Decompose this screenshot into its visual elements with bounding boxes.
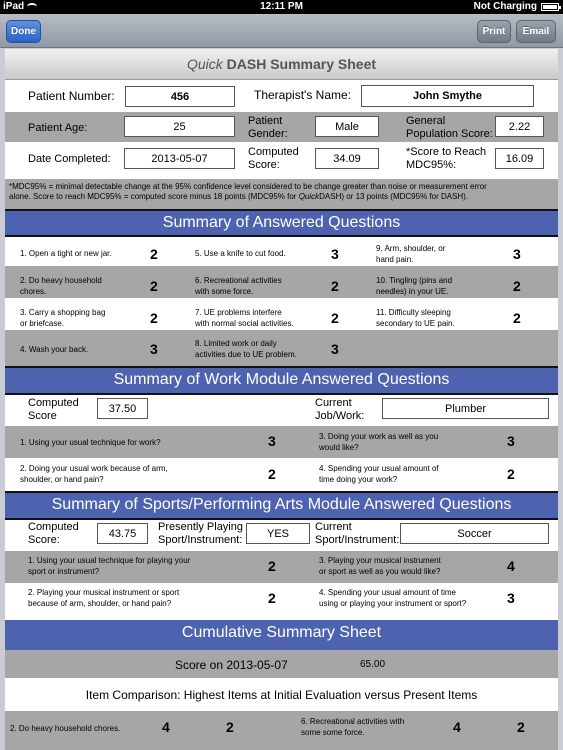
sport-label-l2: Sport/Instrument:	[315, 534, 400, 546]
answered-q7-score: 2	[331, 310, 339, 326]
work-q2-l1: 2. Doing your usual work because of arm,	[20, 464, 168, 473]
answered-section-title: Summary of Answered Questions	[5, 209, 558, 235]
status-time: 12:11 PM	[260, 1, 303, 12]
answered-q8-l1: 8. Limited work or daily	[195, 339, 277, 348]
work-q3-l1: 3. Doing your work as well as you	[319, 432, 439, 441]
patient-row-1	[5, 80, 558, 112]
sports-q2-l1: 2. Playing your musical instrument or sport	[28, 588, 180, 597]
comparison-title: Item Comparison: Highest Items at Initial Evaluation versus Present Items	[85, 688, 478, 702]
comparison-item-2-l1: 6. Recreational activities with	[301, 717, 405, 726]
answered-q6-l2: with some force.	[195, 287, 254, 296]
patient-number-field[interactable]: 456	[125, 86, 235, 107]
gender-label-line1: Patient	[248, 115, 283, 127]
nav-bar	[0, 14, 563, 48]
reach-label-line2: MDC95%:	[406, 159, 457, 171]
sports-q1-score: 2	[268, 558, 276, 574]
work-q3-score: 3	[507, 433, 515, 449]
sports-q2-score: 2	[268, 590, 276, 606]
sports-q4-l2: using or playing your instrument or sport?	[319, 599, 467, 608]
answered-q8-l2: activities due to UE problem.	[195, 350, 297, 359]
date-label: Date Completed:	[28, 153, 111, 165]
work-computed-label-l1: Computed	[28, 397, 79, 409]
reach-label-line1: *Score to Reach	[406, 146, 487, 158]
job-label-l2: Job/Work:	[315, 410, 365, 422]
work-q2-l2: shoulder, or hand pain?	[20, 475, 104, 484]
sport-field[interactable]: Soccer	[400, 523, 549, 544]
patient-number-label: Patient Number:	[28, 89, 115, 103]
status-bar	[0, 0, 563, 14]
answered-q11-score: 2	[513, 310, 521, 326]
answered-q5: 5. Use a knife to cut food.	[195, 249, 286, 258]
date-field[interactable]: 2013-05-07	[124, 148, 235, 169]
work-q1-score: 3	[268, 433, 276, 449]
sports-q2-l2: because of arm, shoulder, or hand pain?	[28, 599, 172, 608]
age-field[interactable]: 25	[124, 116, 235, 137]
answered-q10-l1: 10. Tingling (pins and	[376, 276, 453, 285]
note-line-1: *MDC95% = minimal detectable change at the 95% confidence level considered to be change greater than noise or measurement error	[9, 182, 487, 191]
answered-q3-l2: or briefcase.	[20, 319, 65, 328]
playing-label-l2: Sport/Instrument:	[158, 534, 243, 546]
reach-score-field[interactable]: 16.09	[495, 148, 544, 169]
therapist-field[interactable]: John Smythe	[361, 85, 534, 107]
done-button[interactable]: Done	[6, 20, 41, 43]
answered-q3-score: 2	[150, 310, 158, 326]
work-q4-l1: 4. Spending your usual amount of	[319, 464, 439, 473]
mdc-footnote	[5, 179, 558, 209]
sport-label-l1: Current	[315, 521, 352, 533]
therapist-label: Therapist's Name:	[254, 88, 351, 102]
sports-computed-field[interactable]: 43.75	[97, 523, 148, 544]
work-section-title: Summary of Work Module Answered Questions	[5, 366, 558, 393]
computed-score-field[interactable]: 34.09	[315, 148, 379, 169]
comparison-item-1: 2. Do heavy household chores.	[10, 724, 121, 733]
answered-q2-l2: chores.	[20, 287, 47, 296]
comparison-item-2-l2: some some force.	[301, 728, 365, 737]
work-q1: 1. Using your usual technique for work?	[20, 438, 161, 447]
answered-q5-score: 3	[331, 246, 339, 262]
computed-label-line1: Computed	[248, 146, 299, 158]
cumulative-section-title: Cumulative Summary Sheet	[5, 620, 558, 650]
email-button[interactable]: Email	[516, 20, 556, 43]
gender-field[interactable]: Male	[315, 116, 379, 137]
work-q2-score: 2	[268, 466, 276, 482]
sports-q1-l1: 1. Using your usual technique for playing your	[28, 556, 191, 565]
answered-q9-l1: 9. Arm, shoulder, or	[376, 244, 446, 253]
computed-label-line2: Score:	[248, 159, 280, 171]
answered-q10-score: 2	[513, 278, 521, 294]
work-q4-score: 2	[507, 466, 515, 482]
sports-section-title: Summary of Sports/Performing Arts Module Answered Questions	[5, 491, 558, 518]
answered-q11-l1: 11. Difficulty sleeping	[376, 308, 451, 317]
battery-icon	[541, 3, 559, 11]
answered-q9-l2: hand pain.	[376, 255, 414, 264]
work-computed-label-l2: Score	[28, 410, 57, 422]
answered-q7-l2: with normal social activities.	[195, 319, 294, 328]
answered-q9-score: 3	[513, 246, 521, 262]
gender-label-line2: Gender:	[248, 128, 288, 140]
answered-q8-score: 3	[331, 341, 339, 357]
answered-q1: 1. Open a tight or new jar.	[20, 249, 112, 258]
job-field[interactable]: Plumber	[382, 398, 549, 419]
answered-q2-score: 2	[150, 278, 158, 294]
answered-q7-l1: 7. UE problems interfere	[195, 308, 282, 317]
comparison-item-1-initial: 4	[162, 719, 170, 735]
comparison-item-2-initial: 4	[453, 719, 461, 735]
job-label-l1: Current	[315, 397, 352, 409]
answered-q2-l1: 2. Do heavy household	[20, 276, 102, 285]
sports-q1-l2: sport or instrument?	[28, 567, 100, 576]
summary-sheet	[5, 49, 558, 750]
answered-q4: 4. Wash your back.	[20, 345, 89, 354]
gps-label-line1: General	[406, 115, 446, 127]
charging-status: Not Charging	[473, 1, 537, 12]
gps-field[interactable]: 2.22	[495, 116, 544, 137]
playing-field[interactable]: YES	[246, 523, 310, 544]
answered-q1-score: 2	[150, 246, 158, 262]
work-q3-l2: would like?	[319, 443, 359, 452]
sports-q4-score: 3	[507, 590, 515, 606]
cumulative-score-value: 65.00	[360, 659, 386, 670]
answered-q6-l1: 6. Recreational activities	[195, 276, 282, 285]
sports-q4-l1: 4. Spending your usual amount of time	[319, 588, 456, 597]
note-line-2: alone. Score to reach MDC95% = computed score minus 18 points (MDC95% for QuickDASH) or 13 points (MDC95% for DASH).	[9, 192, 469, 201]
print-button[interactable]: Print	[477, 20, 511, 43]
playing-label-l1: Presently Playing	[158, 521, 243, 533]
answered-q10-l2: needles) in your UE.	[376, 287, 449, 296]
answered-q11-l2: secondary to UE pain.	[376, 319, 455, 328]
work-q4-l2: time doing your work?	[319, 475, 398, 484]
age-label: Patient Age:	[28, 122, 88, 134]
answered-q6-score: 2	[331, 278, 339, 294]
patient-row-2	[5, 112, 558, 142]
comparison-item-1-present: 2	[226, 719, 234, 735]
sheet-title: Quick DASH Summary Sheet	[5, 49, 558, 80]
gps-label-line2: Population Score:	[406, 128, 493, 140]
sports-q3-l1: 3. Playing your musical instrument	[319, 556, 441, 565]
work-computed-field[interactable]: 37.50	[97, 398, 148, 419]
sports-computed-label-l1: Computed	[28, 521, 79, 533]
cumulative-score-label: Score on 2013-05-07	[175, 658, 288, 672]
device-name: iPad	[3, 1, 25, 12]
comparison-item-2-present: 2	[517, 719, 525, 735]
patient-row-3	[5, 142, 558, 176]
answered-q3-l1: 3. Carry a shopping bag	[20, 308, 106, 317]
sports-q3-score: 4	[507, 558, 515, 574]
sports-q3-l2: or sport as well as you would like?	[319, 567, 441, 576]
answered-q4-score: 3	[150, 341, 158, 357]
sports-computed-label-l2: Score:	[28, 534, 60, 546]
